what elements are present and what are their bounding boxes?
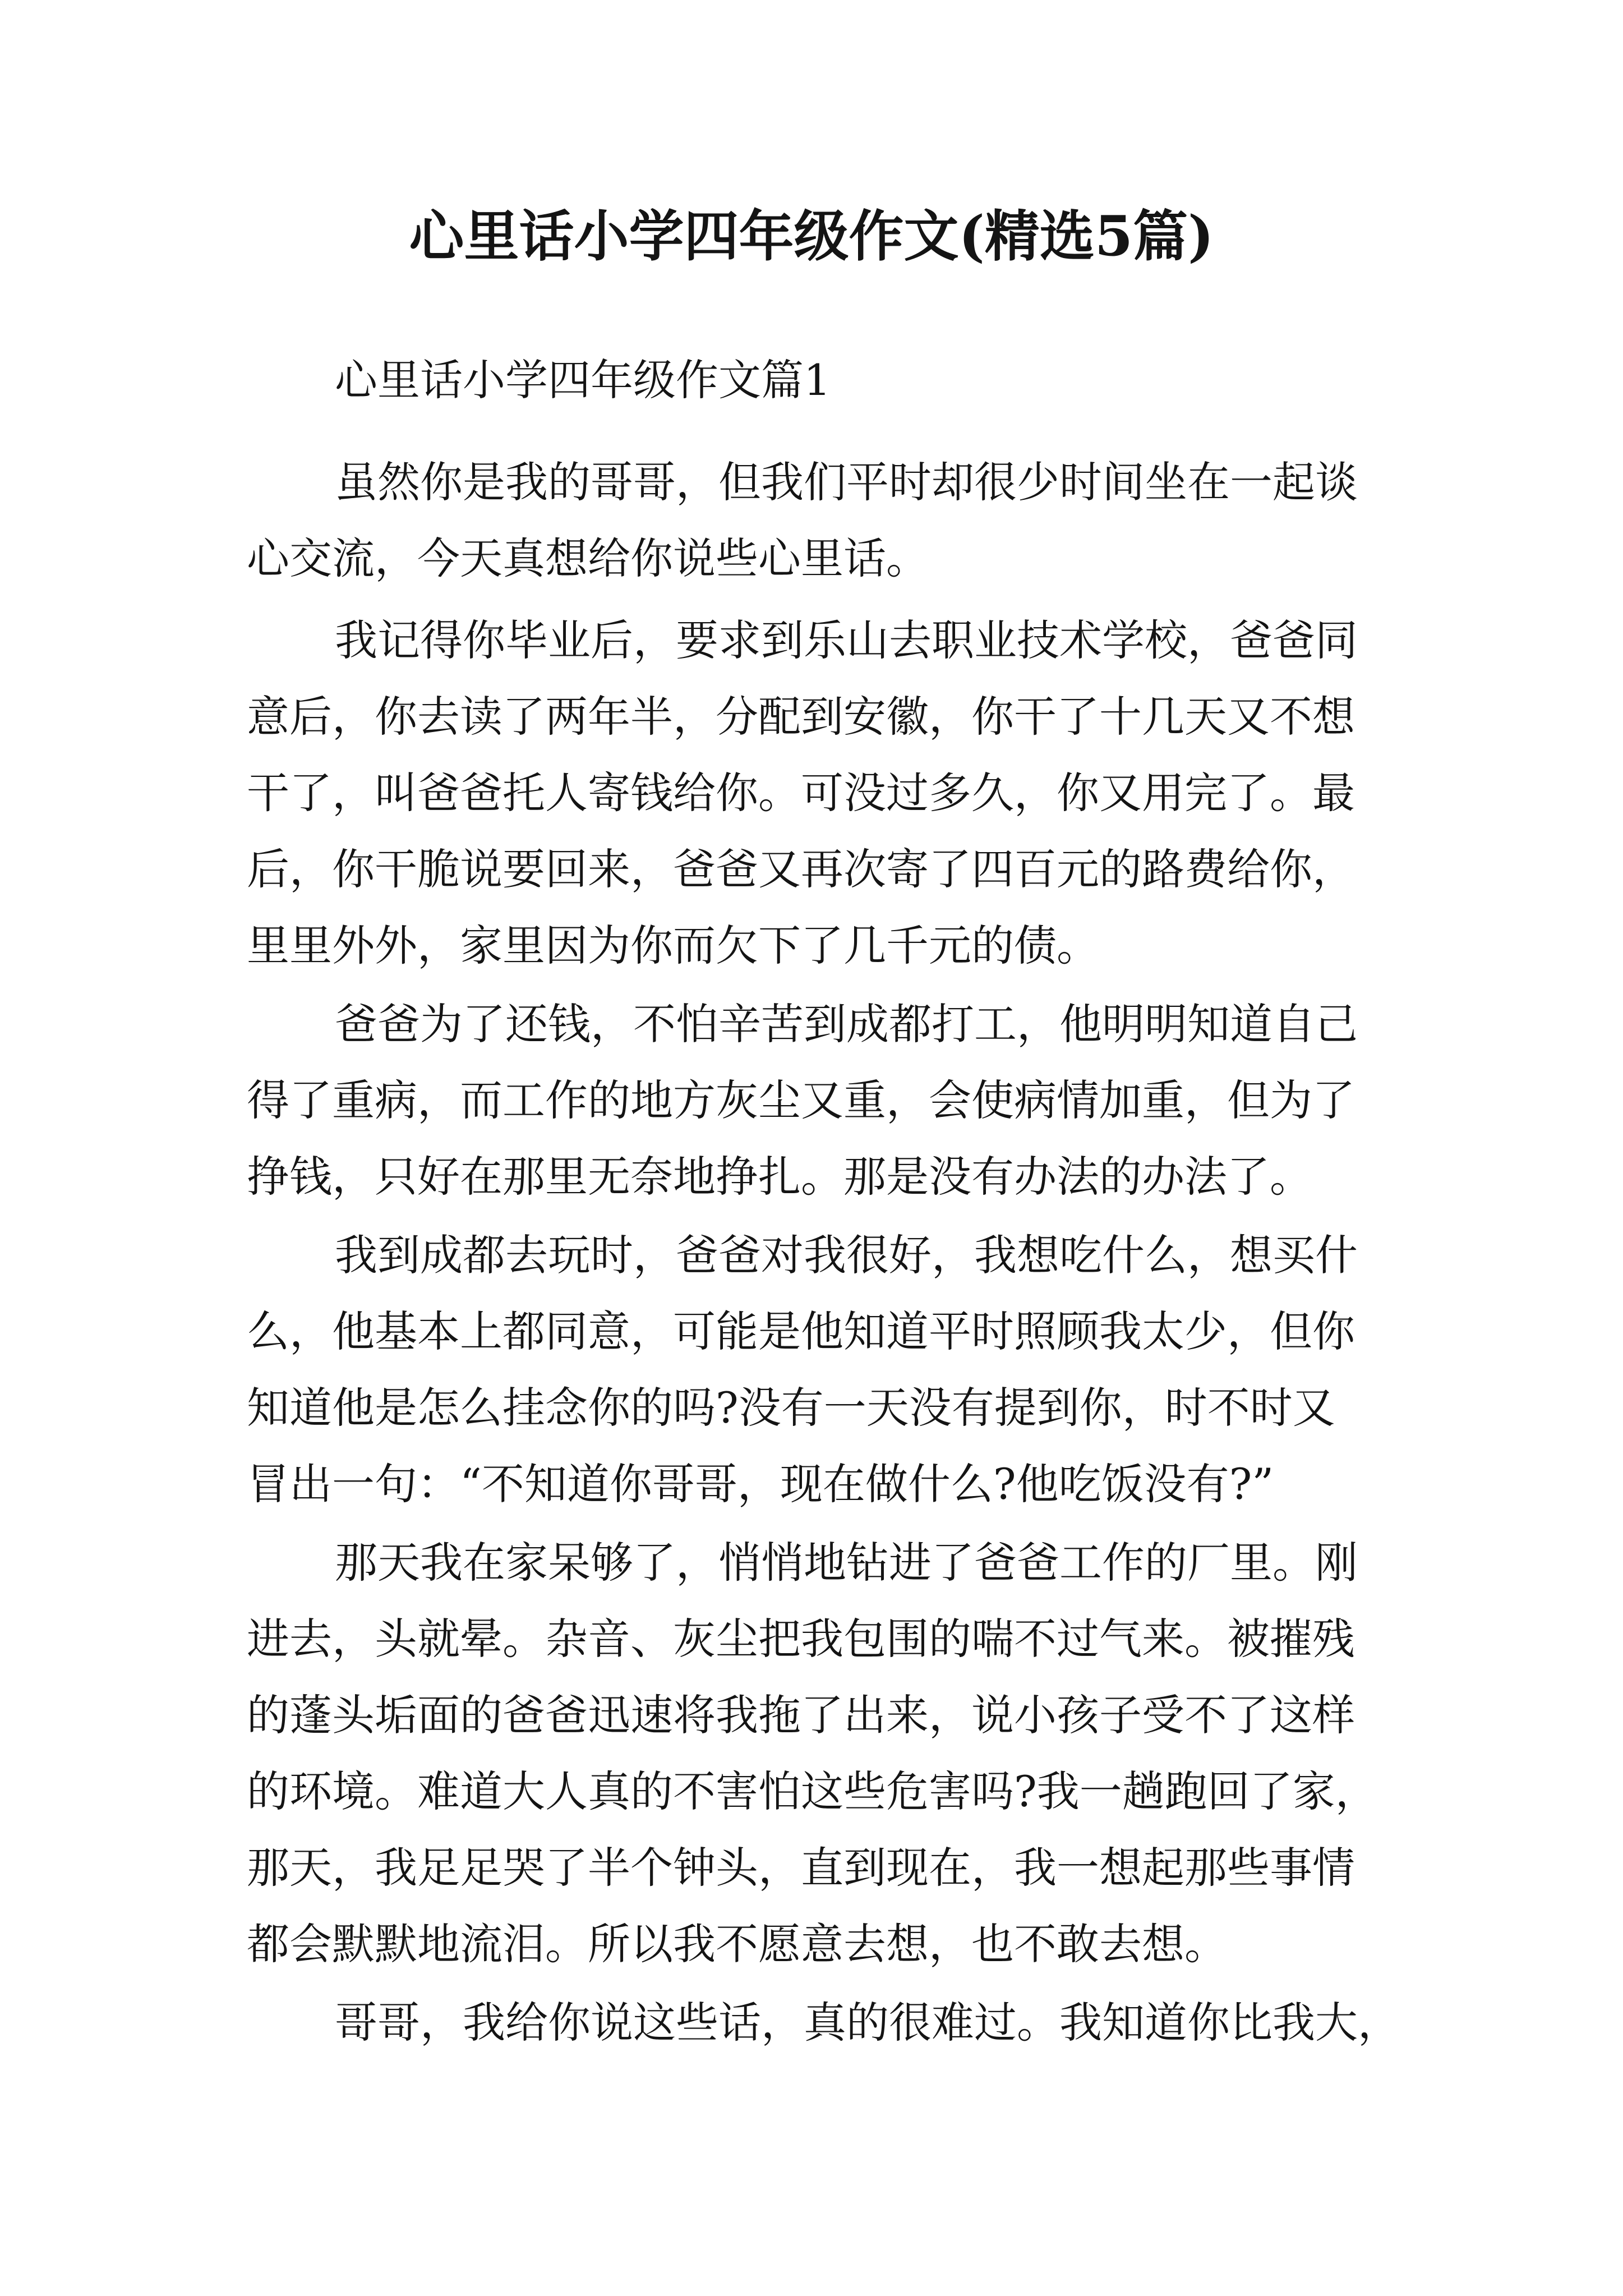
text-line: 得了重病，而工作的地方灰尘又重，会使病情加重，但为了 [247, 1075, 1355, 1125]
text-line: 里里外外，家里因为你而欠下了几千元的债。 [247, 921, 1099, 970]
text-line: 爸爸为了还钱，不怕辛苦到成都打工，他明明知道自己 [335, 999, 1358, 1049]
text-line: 我到成都去玩时，爸爸对我很好，我想吃什么，想买什 [335, 1230, 1358, 1280]
text-line: 意后，你去读了两年半，分配到安徽，你干了十几天又不想 [247, 692, 1355, 742]
section-heading: 心里话小学四年级作文篇1 [335, 355, 831, 405]
text-line: 哥哥，我给你说这些话，真的很难过。我知道你比我大， [335, 1998, 1400, 2047]
text-line: 的环境。难道大人真的不害怕这些危害吗?我一趟跑回了家， [247, 1766, 1378, 1816]
text-line: 知道他是怎么挂念你的吗?没有一天没有提到你，时不时又 [247, 1383, 1335, 1433]
document-title: 心里话小学四年级作文(精选5篇) [409, 204, 1214, 269]
text-line: 冒出一句：“不知道你哥哥，现在做什么?他吃饭没有?” [247, 1459, 1274, 1509]
text-line: 进去，头就晕。杂音、灰尘把我包围的喘不过气来。被摧残 [247, 1614, 1355, 1664]
text-line: 挣钱，只好在那里无奈地挣扎。那是没有办法的办法了。 [247, 1152, 1312, 1202]
text-line: 我记得你毕业后，要求到乐山去职业技术学校，爸爸同 [335, 615, 1358, 665]
text-line: 心交流，今天真想给你说些心里话。 [247, 533, 929, 583]
text-line: 那天我在家呆够了，悄悄地钻进了爸爸工作的厂里。刚 [335, 1538, 1358, 1588]
text-line: 都会默默地流泪。所以我不愿意去想，也不敢去想。 [247, 1919, 1227, 1969]
text-line: 那天，我足足哭了半个钟头，直到现在，我一想起那些事情 [247, 1843, 1355, 1893]
text-line: 后，你干脆说要回来，爸爸又再次寄了四百元的路费给你， [247, 844, 1355, 894]
text-line: 虽然你是我的哥哥，但我们平时却很少时间坐在一起谈 [335, 457, 1358, 507]
text-line: 么，他基本上都同意，可能是他知道平时照顾我太少，但你 [247, 1306, 1355, 1356]
text-line: 的蓬头垢面的爸爸迅速将我拖了出来，说小孩子受不了这样 [247, 1690, 1355, 1740]
text-line: 干了，叫爸爸托人寄钱给你。可没过多久，你又用完了。最 [247, 768, 1355, 818]
